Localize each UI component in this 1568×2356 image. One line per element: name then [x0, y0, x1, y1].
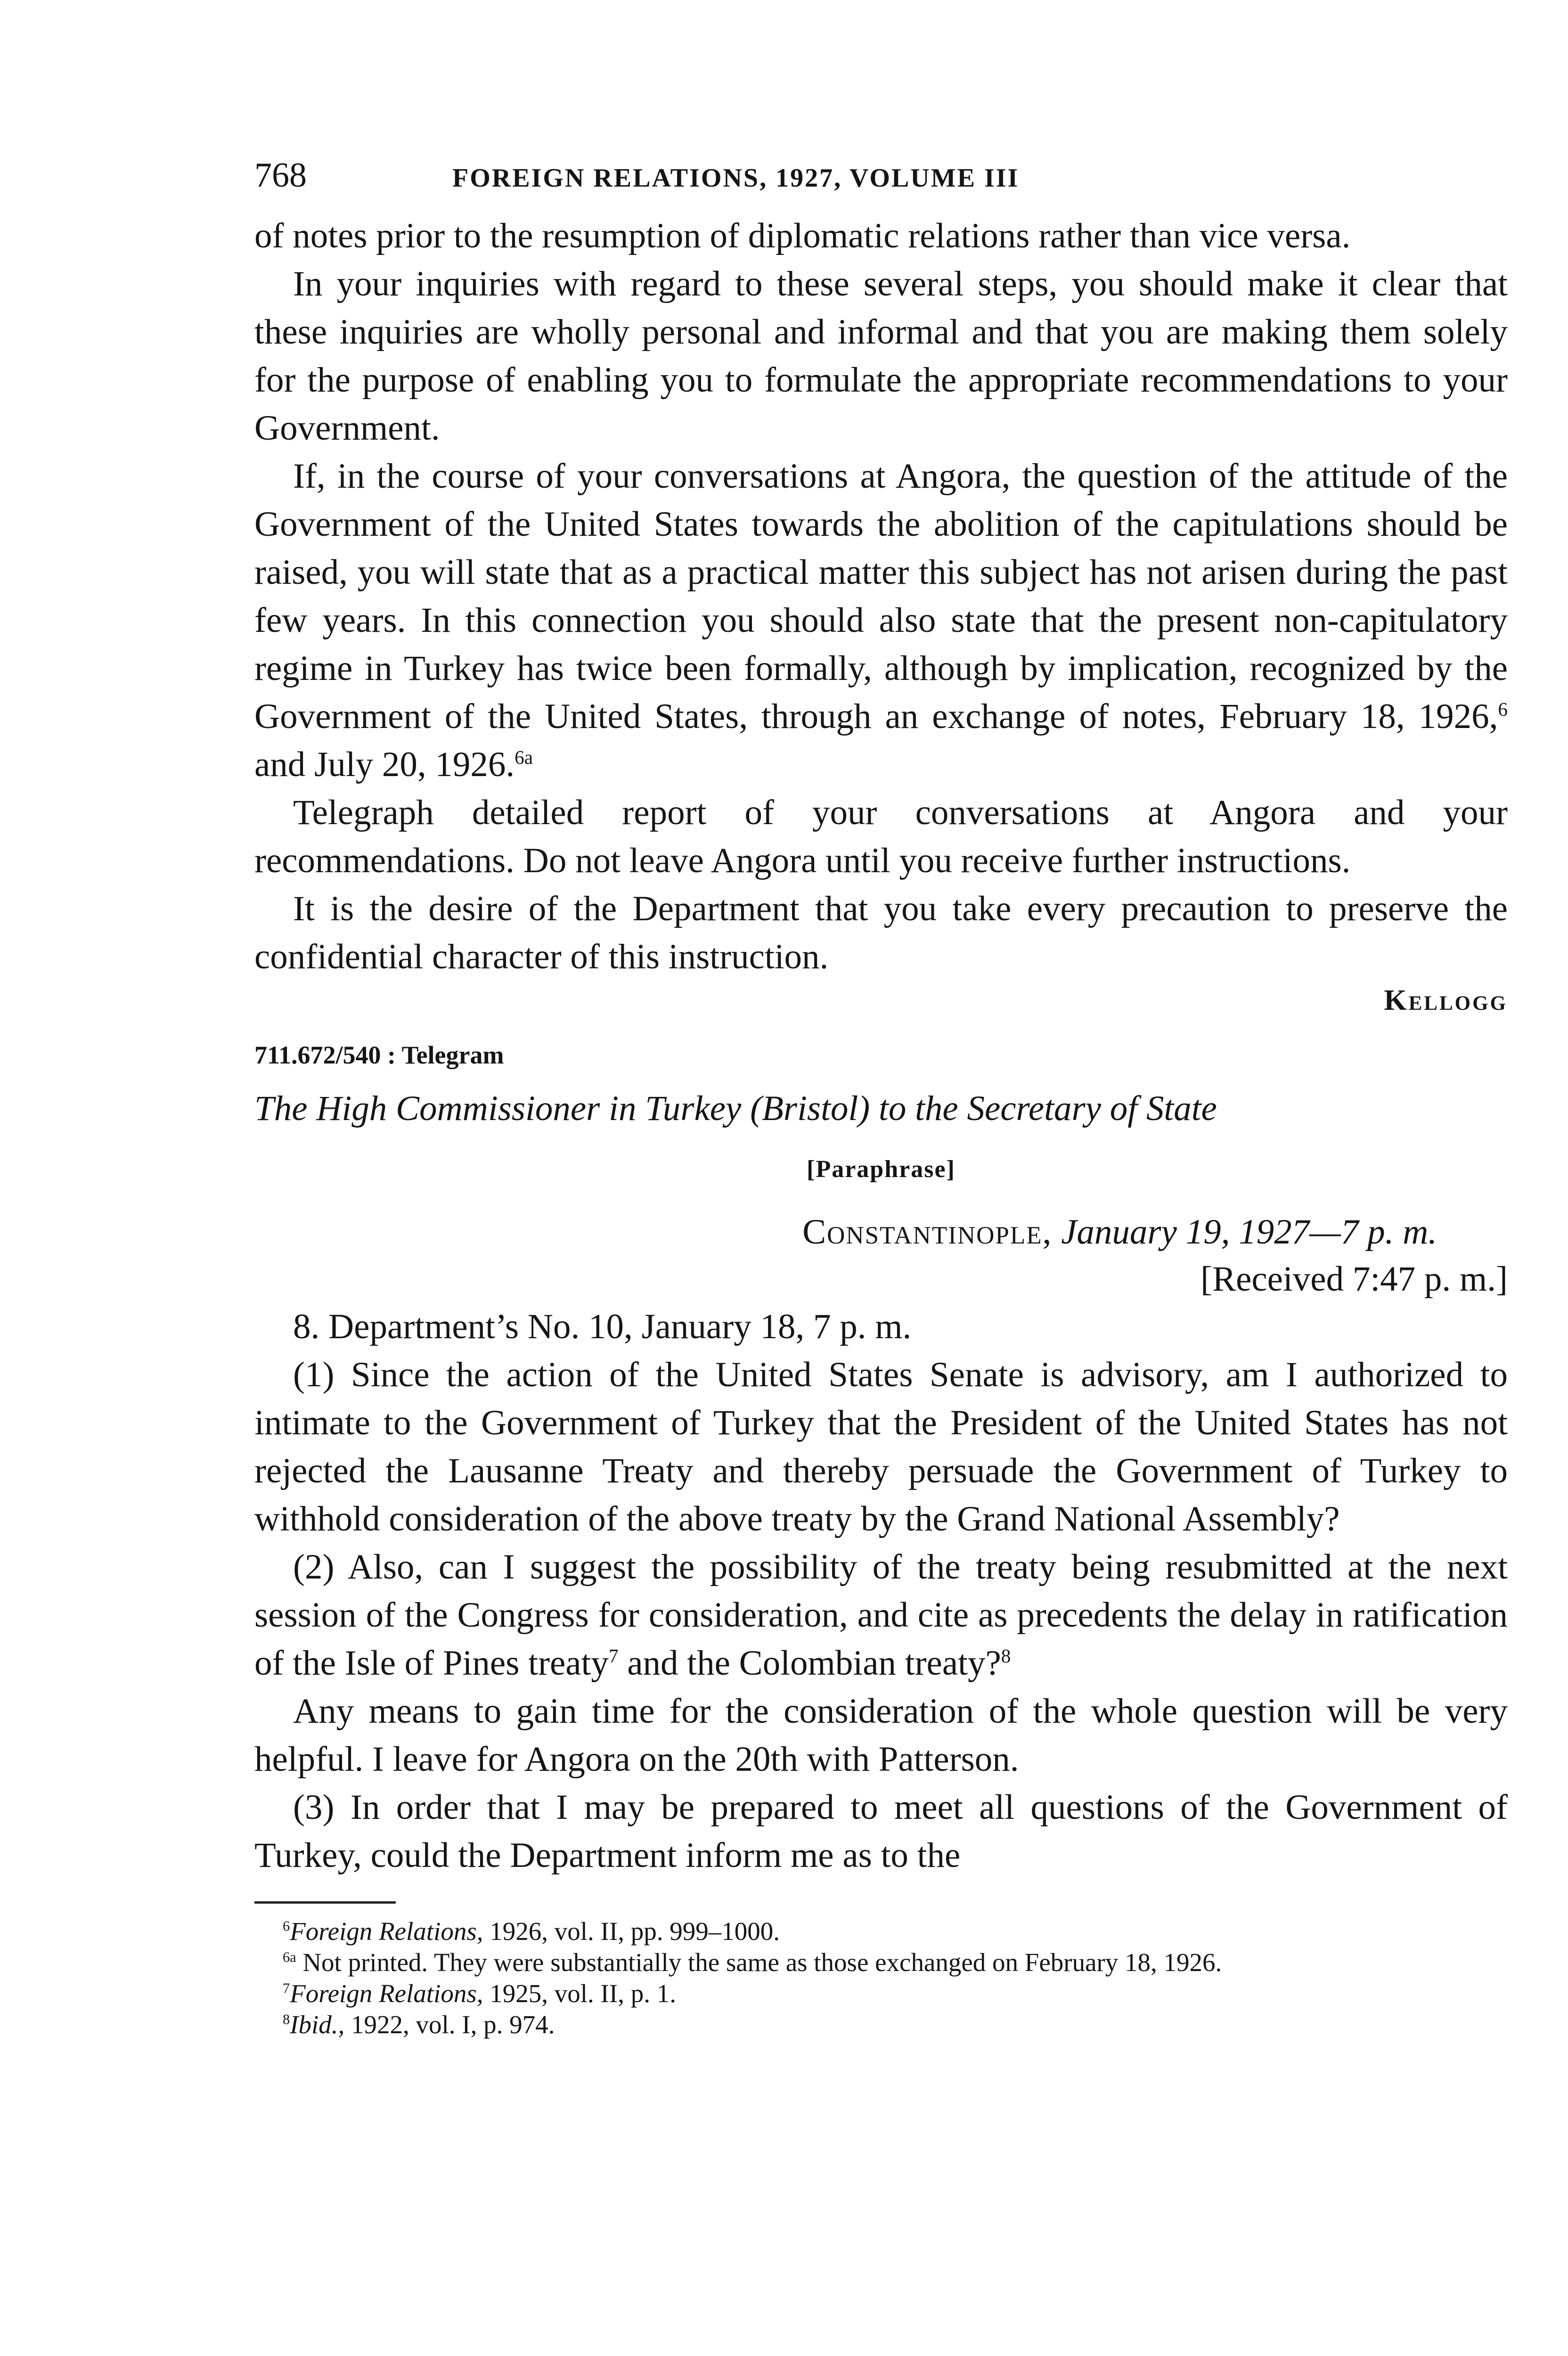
footnote-source: Foreign Relations, — [290, 1917, 483, 1946]
footnote-marker: 6a — [283, 1949, 296, 1965]
dateline — [254, 1209, 1508, 1256]
footnote-marker: 8 — [283, 2011, 290, 2028]
document-title: The High Commissioner in Turkey (Bristol) to the Secretary of State — [254, 1089, 1217, 1128]
footnote-marker: 7 — [283, 1980, 290, 1996]
paragraph: (3) In order that I may be prepared to meet all questions of the Government of Turkey, could the Department inform me as to the — [254, 1788, 1508, 1875]
paragraph: (1) Since the action of the United States Senate is advisory, am I authorized to intimate to the Government of Turkey that the President of the United States has not rejected the Lausanne Treaty and thereby persuade the Government of Turkey to withhold consideration of the above treaty by the Grand National Assembly? — [254, 1355, 1508, 1538]
footnote — [254, 1947, 1508, 1978]
paragraph: Any means to gain time for the consideration of the whole question will be very helpful. I leave for Angora on the 20th with Patterson. — [254, 1692, 1508, 1779]
paragraph: In your inquiries with regard to these several steps, you should make it clear that these inquiries are wholly personal and informal and that you are making them solely for the purpose of enabling you to formulate the appropriate recommendations to your Government. — [254, 264, 1508, 448]
paragraph: 8. Department’s No. 10, January 18, 7 p. m. — [293, 1307, 912, 1346]
paragraph — [254, 1543, 1508, 1687]
page-content — [254, 155, 1508, 2040]
footnote-text: 1922, vol. I, p. 974. — [344, 2010, 555, 2039]
footnote-marker: 6a — [514, 746, 533, 768]
footnote-marker: 7 — [608, 1645, 619, 1667]
paragraph: It is the desire of the Department that you take every precaution to preserve the confidential character of this instruction. — [254, 889, 1508, 976]
page-number: 768 — [254, 156, 307, 195]
dateline-date: January 19, 1927—7 p. m. — [1061, 1212, 1437, 1252]
footnote-source: Foreign Relations, — [290, 1979, 483, 2008]
file-reference: 711.672/540 : Telegram — [254, 1041, 504, 1069]
footnote-text: Not printed. They were substantially the same as those exchanged on February 18, 1926. — [302, 1948, 1222, 1977]
signature: Kellogg — [1384, 984, 1508, 1016]
footnote — [254, 1916, 1508, 1947]
footnote-marker: 6 — [283, 1918, 290, 1934]
paragraph: Telegraph detailed report of your conversations at Angora and your recommendations. Do not leave Angora until you receive further instructions. — [254, 793, 1508, 880]
footnote — [254, 2009, 1508, 2040]
footnote-marker: 8 — [1001, 1645, 1011, 1667]
page-header — [254, 155, 1508, 212]
running-head: FOREIGN RELATIONS, 1927, VOLUME III — [452, 164, 1020, 193]
paragraph-text: and July 20, 1926. — [254, 745, 515, 784]
received-time: [Received 7:47 p. m.] — [1200, 1260, 1508, 1299]
paragraph-text: and the Colombian treaty? — [618, 1644, 1001, 1683]
paragraph-text: If, in the course of your conversations at Angora, the question of the attitude of the Government of the United States towards the abolition of the capitulations should be raised, you will state that as a practical matter this subject has not arisen during the past few years. In this connection you should also state that the present non-capitulatory regime in Turkey has twice been formally, although by implication, recognized by the Government of the United States, through an exchange of notes, February 18, 1926, — [254, 457, 1508, 736]
footnote-marker: 6 — [1498, 698, 1508, 720]
paragraph: of notes prior to the resumption of diplomatic relations rather than vice versa. — [254, 216, 1351, 255]
footnote-source: Ibid., — [290, 2010, 345, 2039]
paraphrase-label: [Paraphrase] — [807, 1156, 956, 1183]
footnote-text: 1925, vol. II, p. 1. — [483, 1979, 676, 2008]
paragraph-text: (2) Also, can I suggest the possibility of the treaty being resubmitted at the next session of the Congress for consideration, and cite as precedents the delay in ratification of the Isle of Pines treaty — [254, 1547, 1508, 1683]
dateline-place: Constantinople, — [802, 1212, 1053, 1252]
footnote-divider — [254, 1901, 396, 1904]
footnote-text: 1926, vol. II, pp. 999–1000. — [483, 1917, 780, 1946]
footnote — [254, 1978, 1508, 2009]
paragraph — [254, 452, 1508, 789]
